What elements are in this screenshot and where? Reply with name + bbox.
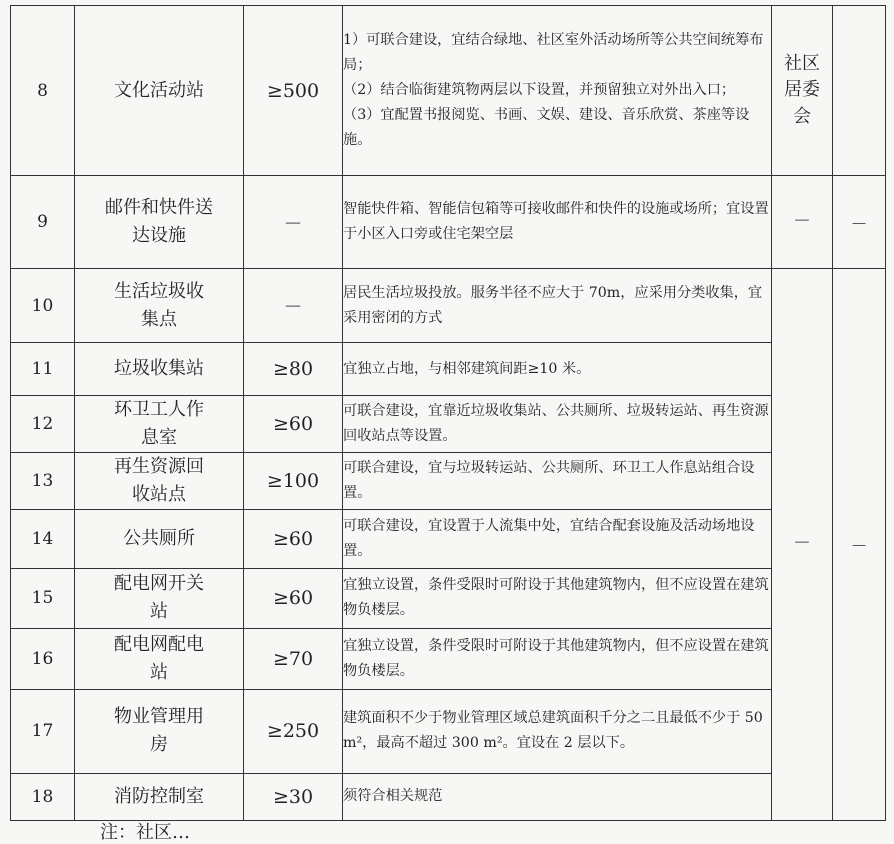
facility-name: 配电网配电站: [75, 628, 244, 689]
facility-description: [343, 568, 772, 628]
desc-line: 宜独立设置，条件受限时可附设于其他建筑物内，但不应设置在建筑物负楼层。: [343, 637, 769, 679]
row-number: 16: [11, 628, 75, 689]
facility-name: 消防控制室: [75, 773, 244, 820]
facility-description: [343, 6, 772, 176]
facility-description: [343, 452, 772, 509]
facilities-table: [10, 5, 886, 821]
row-number: 10: [11, 269, 75, 343]
extra-cell: －: [833, 176, 886, 269]
facility-area: ≥30: [244, 773, 343, 820]
desc-line: 可联合建设，宜与垃圾转运站、公共厕所、环卫工人作息站组合设置。: [343, 459, 755, 501]
facility-area: －: [244, 176, 343, 269]
desc-line: 可联合建设，宜设置于人流集中处，宜结合配套设施及活动场地设置。: [343, 517, 755, 559]
facility-description: [343, 269, 772, 343]
table-row: [11, 343, 886, 396]
table-row: [11, 509, 886, 568]
row-number: 15: [11, 568, 75, 628]
desc-line: 须符合相关规范: [343, 788, 443, 805]
table-row: [11, 176, 886, 269]
row-number: 9: [11, 176, 75, 269]
row-number: 17: [11, 689, 75, 773]
facility-area: ≥500: [244, 6, 343, 176]
table-row: [11, 396, 886, 453]
facility-name: 文化活动站: [75, 6, 244, 176]
facility-description: [343, 773, 772, 820]
facility-area: ≥250: [244, 689, 343, 773]
table-row: [11, 452, 886, 509]
extra-cell: －: [833, 269, 886, 821]
managing-org: －: [772, 269, 833, 821]
desc-line: 居民生活垃圾投放。服务半径不应大于 70m，应采用分类收集，宜采用密闭的方式: [343, 284, 763, 326]
facility-description: [343, 509, 772, 568]
table-row: [11, 628, 886, 689]
facility-area: ≥80: [244, 343, 343, 396]
facility-area: ≥70: [244, 628, 343, 689]
facility-name: 环卫工人作息室: [75, 396, 244, 453]
desc-line: （2）结合临街建筑物两层以下设置，并预留独立对外出入口；: [343, 82, 736, 98]
facility-name: 物业管理用房: [75, 689, 244, 773]
facility-description: [343, 689, 772, 773]
desc-line: 1）可联合建设，宜结合绿地、社区室外活动场所等公共空间统筹布局；: [343, 32, 764, 73]
row-number: 12: [11, 396, 75, 453]
desc-line: （3）宜配置书报阅览、书画、文娱、建设、音乐欣赏、茶座等设施。: [343, 107, 750, 148]
table-row: [11, 269, 886, 343]
facility-name: 垃圾收集站: [75, 343, 244, 396]
facility-description: [343, 396, 772, 453]
footnote-text: 注：社区…: [100, 822, 190, 843]
managing-org: [772, 6, 833, 176]
facility-name: 邮件和快件送达设施: [75, 176, 244, 269]
row-number: 18: [11, 773, 75, 820]
org-label: 社区居委会: [784, 53, 820, 127]
table-row: [11, 568, 886, 628]
row-number: 8: [11, 6, 75, 176]
managing-org: －: [772, 176, 833, 269]
facility-area: ≥60: [244, 568, 343, 628]
facility-description: [343, 343, 772, 396]
row-number: 14: [11, 509, 75, 568]
row-number: 13: [11, 452, 75, 509]
facility-description: [343, 176, 772, 269]
desc-line: 建筑面积不少于物业管理区域总建筑面积千分之二且最低不少于 50 m²，最高不超过 300 m²。宜设在 2 层以下。: [343, 710, 763, 752]
extra-cell: [833, 6, 886, 176]
desc-line: 宜独立占地，与相邻建筑间距≥10 米。: [343, 360, 591, 377]
facility-name: 生活垃圾收集点: [75, 269, 244, 343]
facility-area: ≥60: [244, 396, 343, 453]
desc-line: 智能快件箱、智能信包箱等可接收邮件和快件的设施或场所；宜设置于小区入口旁或住宅架空层: [343, 201, 769, 242]
facility-area: －: [244, 269, 343, 343]
facility-area: ≥100: [244, 452, 343, 509]
row-number: 11: [11, 343, 75, 396]
table-row: [11, 689, 886, 773]
facility-area: ≥60: [244, 509, 343, 568]
table-row: [11, 773, 886, 820]
facility-name: 配电网开关站: [75, 568, 244, 628]
facility-description: [343, 628, 772, 689]
facility-name: 公共厕所: [75, 509, 244, 568]
facility-name: 再生资源回收站点: [75, 452, 244, 509]
table-row: [11, 6, 886, 176]
desc-line: 宜独立设置，条件受限时可附设于其他建筑物内，但不应设置在建筑物负楼层。: [343, 577, 769, 619]
desc-line: 可联合建设，宜靠近垃圾收集站、公共厕所、垃圾转运站、再生资源回收站点等设置。: [343, 402, 769, 444]
